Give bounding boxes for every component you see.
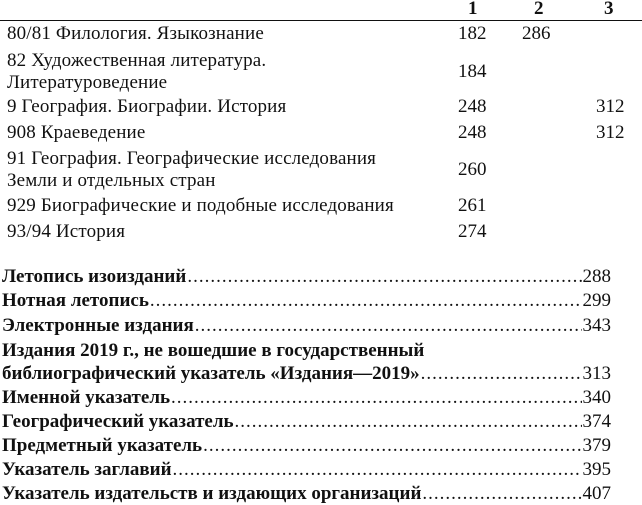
table-row [0,23,642,47]
contents-entry-page: 288 [582,266,611,287]
dot-leader [422,483,581,505]
cell-col-3: 312 [596,122,625,143]
cell-col-1: 184 [458,61,487,82]
contents-entry [2,290,611,312]
contents-entry [2,435,611,457]
row-label [7,148,452,192]
dot-leader [235,411,582,433]
row-label [7,50,452,94]
cell-col-1: 248 [458,122,487,143]
contents-entry-title: Указатель заглавий [2,459,172,480]
table-row [0,50,642,94]
dot-leader [421,363,582,385]
contents-entry [2,363,611,385]
row-label-line: 908 Краеведение [7,122,146,143]
row-label-line: 82 Художественная литература. [7,50,267,71]
row-label [7,23,452,45]
contents-entry-title: Именной указатель [2,387,171,408]
contents-entry-page: 313 [582,363,611,384]
row-label-line: 80/81 Филология. Языкознание [7,23,264,44]
contents-entry-title: библиографический указатель «Издания—2019» [2,363,420,384]
contents-entry-title: Летопись изоизданий [2,266,187,287]
contents-entry-page: 343 [582,315,611,336]
contents-entry-page: 299 [582,290,611,311]
cell-col-1: 182 [458,23,487,44]
contents-entry [2,315,611,337]
cell-col-2: 286 [522,23,551,44]
contents-entry-title: Указатель издательств и издающих организаций [2,483,422,504]
row-label-line: 929 Биографические и подобные исследования [7,195,394,216]
table-row [0,96,642,120]
contents-entry [2,459,611,481]
dot-leader [173,459,582,481]
dot-leader [171,387,581,409]
cell-col-1: 260 [458,159,487,180]
contents-entry-page: 395 [582,459,611,480]
cell-col-3: 312 [596,96,625,117]
row-label-line: 93/94 История [7,221,126,242]
table-row [0,148,642,192]
contents-entry [2,266,611,288]
contents-entry-title: Электронные издания [2,315,194,336]
row-label [7,96,452,118]
table-row [0,195,642,219]
contents-entry-title: Географический указатель [2,411,234,432]
row-label [7,195,452,217]
table-row [0,221,642,245]
row-label-line: Литературоведение [7,72,168,93]
dot-leader [195,315,582,337]
contents-entry-page: 340 [582,387,611,408]
contents-entry-title: Нотная летопись [2,290,149,311]
table-header [0,0,642,21]
column-header-3: 3 [604,0,614,19]
row-label [7,221,452,243]
column-header-2: 2 [534,0,544,19]
column-header-1: 1 [468,0,478,19]
cell-col-1: 248 [458,96,487,117]
contents-entry [2,483,611,505]
contents-entry-title: Предметный указатель [2,435,203,456]
table-row [0,122,642,146]
contents-entry-page: 379 [582,435,611,456]
dot-leader [150,290,582,312]
dot-leader [187,266,581,288]
contents-entry-title-line: Издания 2019 г., не вошедшие в государственный [2,340,425,361]
contents-entry [2,411,611,433]
row-label [7,122,452,144]
contents-entry-page: 374 [582,411,611,432]
row-label-line: 91 География. Географические исследования [7,148,377,169]
cell-col-1: 274 [458,221,487,242]
cell-col-1: 261 [458,195,487,216]
contents-entry-page: 407 [582,483,611,504]
row-label-line: Земли и отдельных стран [7,170,216,191]
dot-leader [203,435,581,457]
contents-entry [2,387,611,409]
row-label-line: 9 География. Биографии. История [7,96,287,117]
